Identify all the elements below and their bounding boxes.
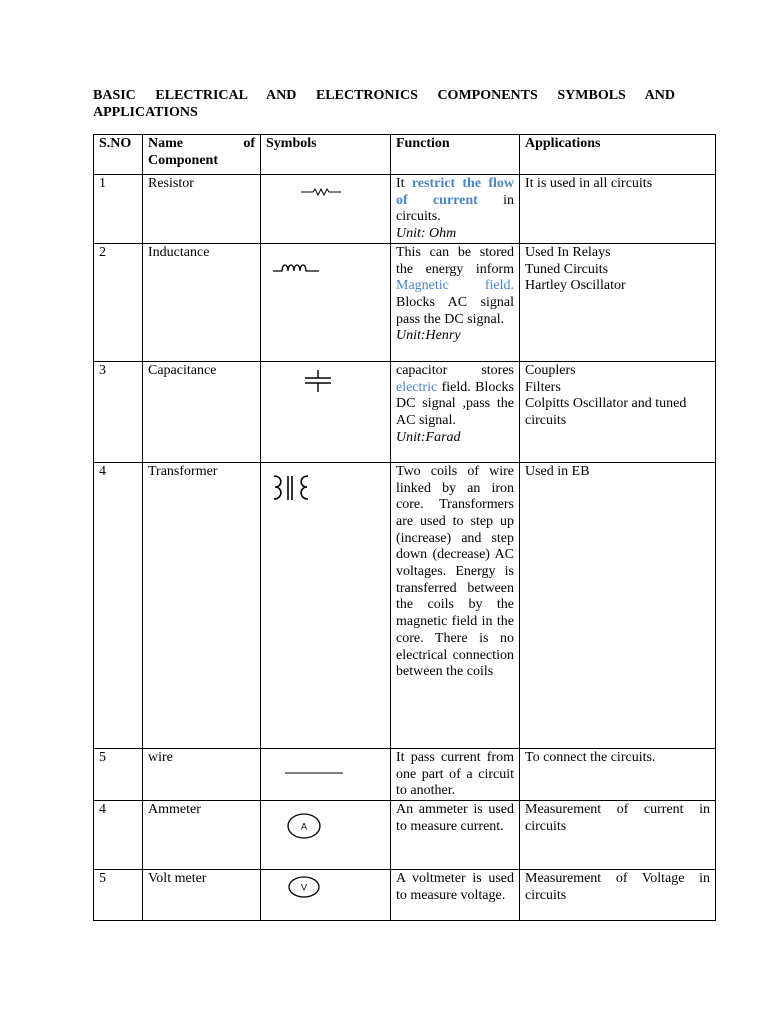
cell-name: Transformer [143, 462, 261, 748]
cell-applications: Used in EB [520, 462, 716, 748]
header-name: Name of Component [143, 135, 261, 175]
cell-function: An ammeter is used to measure current. [391, 800, 520, 869]
cell-symbol [261, 175, 391, 244]
cell-symbol [261, 462, 391, 748]
cell-name: Volt meter [143, 869, 261, 920]
header-symbols: Symbols [261, 135, 391, 175]
cell-symbol [261, 748, 391, 800]
table-row [94, 800, 716, 869]
cell-symbol [261, 800, 391, 869]
wire-icon [285, 771, 345, 775]
ammeter-icon [285, 812, 323, 840]
ammeter-symbol-letter: A [300, 821, 308, 832]
cell-applications: Measurement of current in circuits [520, 800, 716, 869]
cell-symbol [261, 361, 391, 462]
cell-applications: Couplers Filters Colpitts Oscillator and tuned circuits [520, 361, 716, 462]
cell-sno: 1 [94, 175, 143, 244]
cell-sno: 3 [94, 361, 143, 462]
cell-applications: To connect the circuits. [520, 748, 716, 800]
document-title [93, 87, 675, 121]
capacitor-icon [303, 370, 333, 392]
header-sno: S.NO [94, 135, 143, 175]
cell-sno: 5 [94, 748, 143, 800]
cell-applications: Measurement of Voltage in circuits [520, 869, 716, 920]
title-line-2: APPLICATIONS [93, 105, 198, 120]
cell-symbol [261, 243, 391, 361]
components-table [93, 134, 716, 921]
voltmeter-icon [286, 875, 322, 899]
table-row [94, 361, 716, 462]
cell-sno: 5 [94, 869, 143, 920]
table-row [94, 748, 716, 800]
table-header-row [94, 135, 716, 175]
cell-function: It restrict the flow of current in circuits. Unit: Ohm [391, 175, 520, 244]
cell-function: This can be stored the energy inform Magnetic field. Blocks AC signal pass the DC signal. Unit:Henry [391, 243, 520, 361]
header-applications: Applications [520, 135, 716, 175]
transformer-icon [272, 473, 312, 503]
table-row [94, 462, 716, 748]
cell-sno: 2 [94, 243, 143, 361]
cell-name: Capacitance [143, 361, 261, 462]
cell-function: capacitor stores electric field. Blocks DC signal ,pass the AC signal. Unit:Farad [391, 361, 520, 462]
cell-applications: It is used in all circuits [520, 175, 716, 244]
cell-function: Two coils of wire linked by an iron core. Transformers are used to step up (increase) and step down (decrease) AC voltages. Energy is transferred between the coils by the magnetic field in the core. There is no electrical connection between the coils [391, 462, 520, 748]
table-row [94, 175, 716, 244]
cell-name: Resistor [143, 175, 261, 244]
cell-applications: Used In Relays Tuned Circuits Hartley Oscillator [520, 243, 716, 361]
header-function: Function [391, 135, 520, 175]
cell-sno: 4 [94, 800, 143, 869]
cell-name: Ammeter [143, 800, 261, 869]
cell-sno: 4 [94, 462, 143, 748]
table-row [94, 243, 716, 361]
table-row [94, 869, 716, 920]
cell-function: It pass current from one part of a circuit to another. [391, 748, 520, 800]
title-line-1: BASIC ELECTRICAL AND ELECTRONICS COMPONENTS SYMBOLS AND [93, 88, 675, 103]
cell-name: Inductance [143, 243, 261, 361]
resistor-icon [301, 187, 341, 197]
voltmeter-symbol-letter: V [300, 882, 308, 893]
inductor-icon [273, 260, 319, 274]
cell-function: A voltmeter is used to measure voltage. [391, 869, 520, 920]
cell-symbol [261, 869, 391, 920]
cell-name: wire [143, 748, 261, 800]
